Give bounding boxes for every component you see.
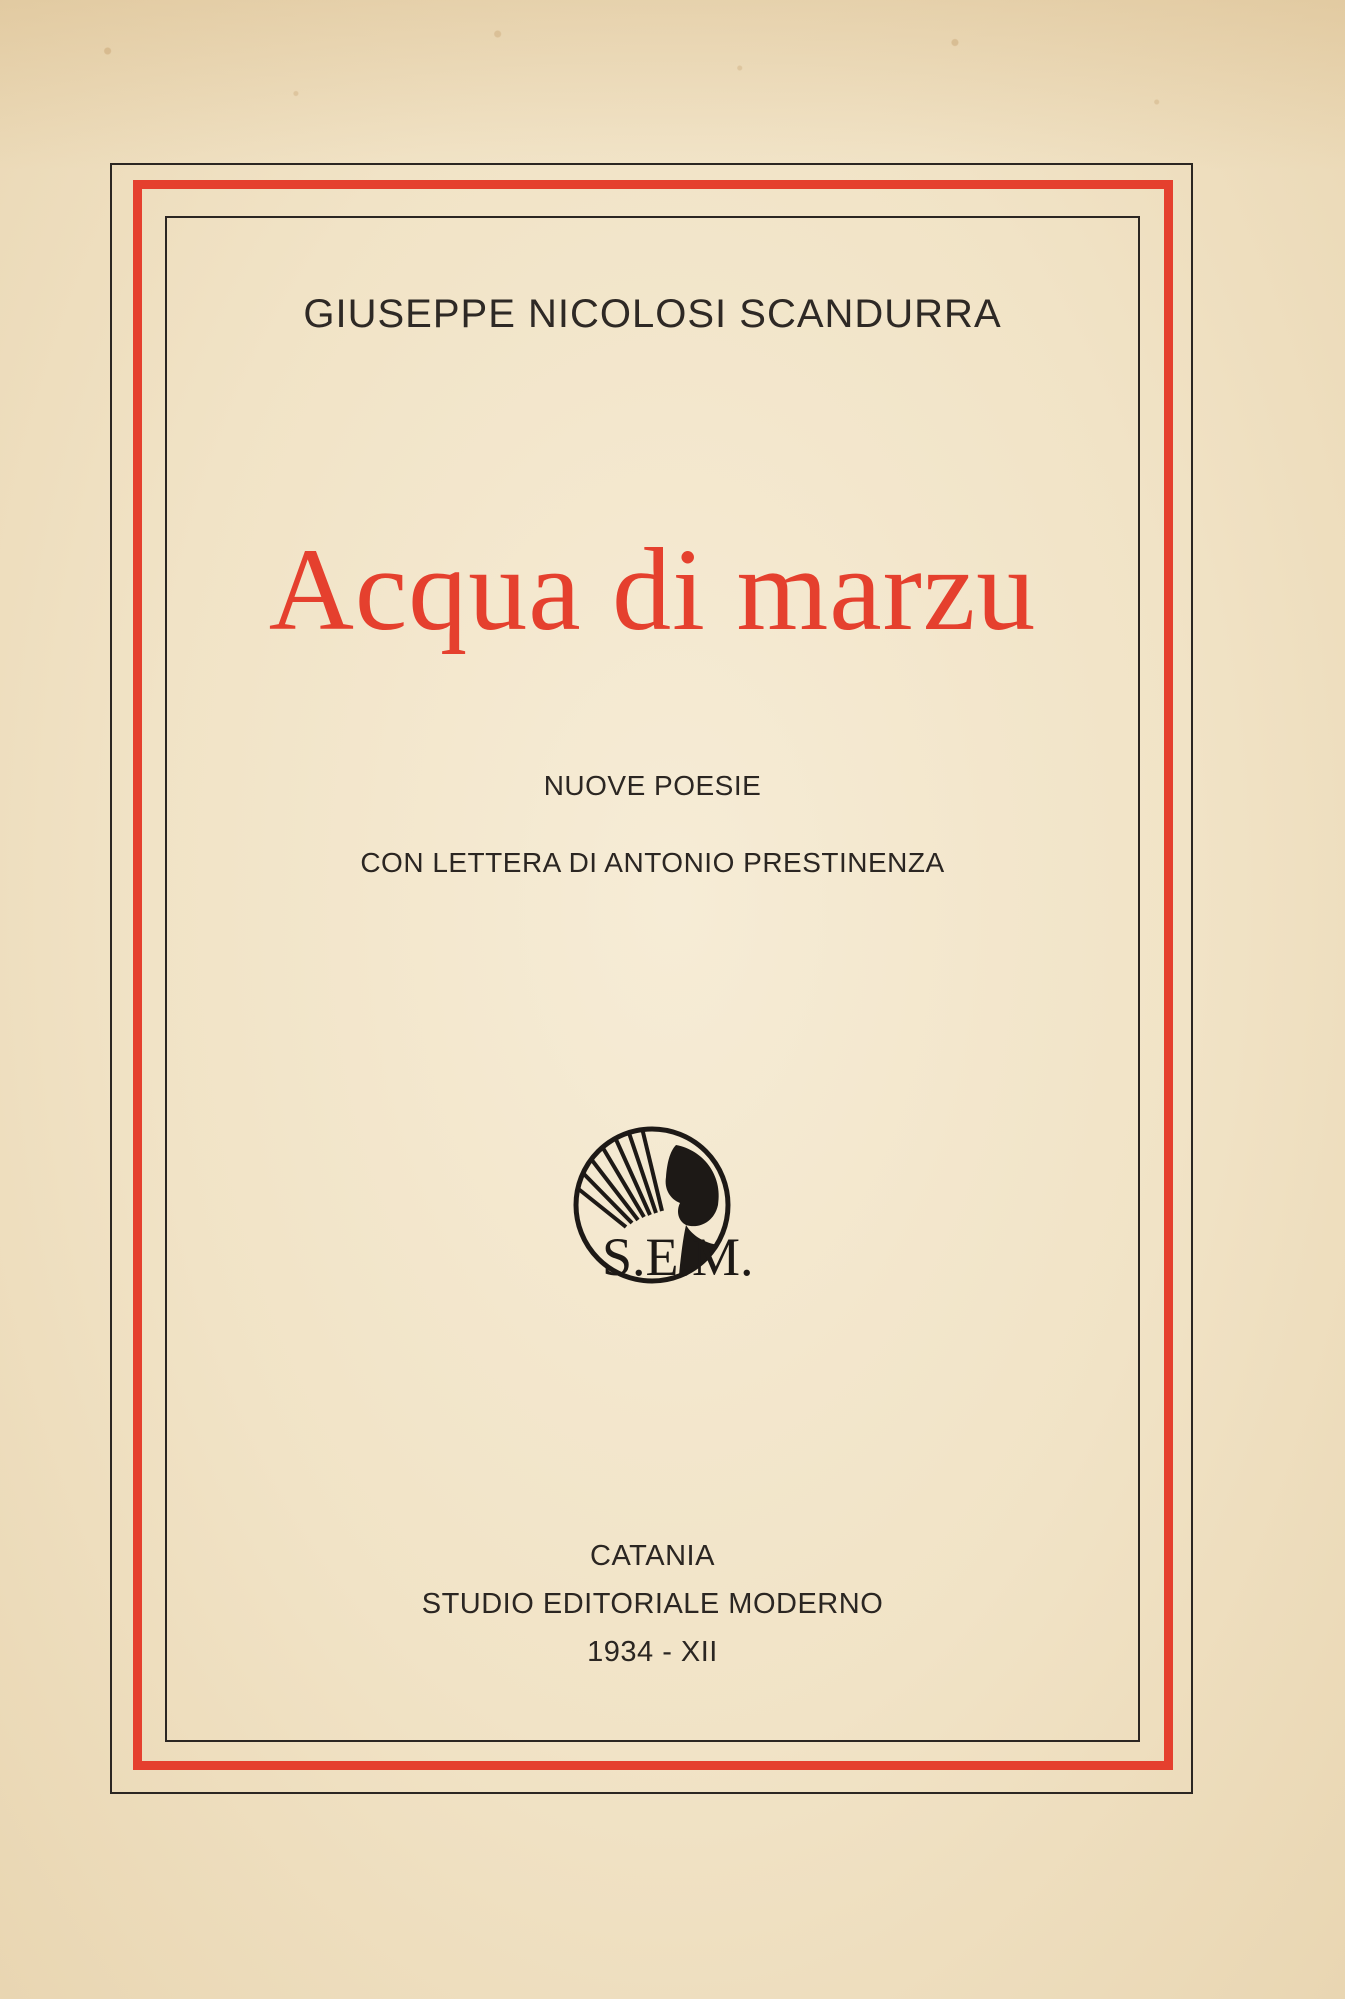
imprint-year: 1934 - XII — [587, 1636, 718, 1668]
book-subtitle: NUOVE POESIE — [543, 770, 762, 801]
imprint-publisher: STUDIO EDITORIALE MODERNO — [421, 1588, 884, 1620]
emblem-monogram: S.E.M. — [602, 1227, 754, 1287]
book-title: Acqua di marzu — [268, 524, 1037, 655]
author-name: GIUSEPPE NICOLOSI SCANDURRA — [303, 292, 1002, 336]
letter-credit: CON LETTERA DI ANTONIO PRESTINENZA — [360, 847, 945, 878]
publisher-emblem-icon — [568, 1125, 754, 1287]
inner-black-border — [165, 216, 1140, 1742]
imprint-city: CATANIA — [590, 1540, 715, 1572]
